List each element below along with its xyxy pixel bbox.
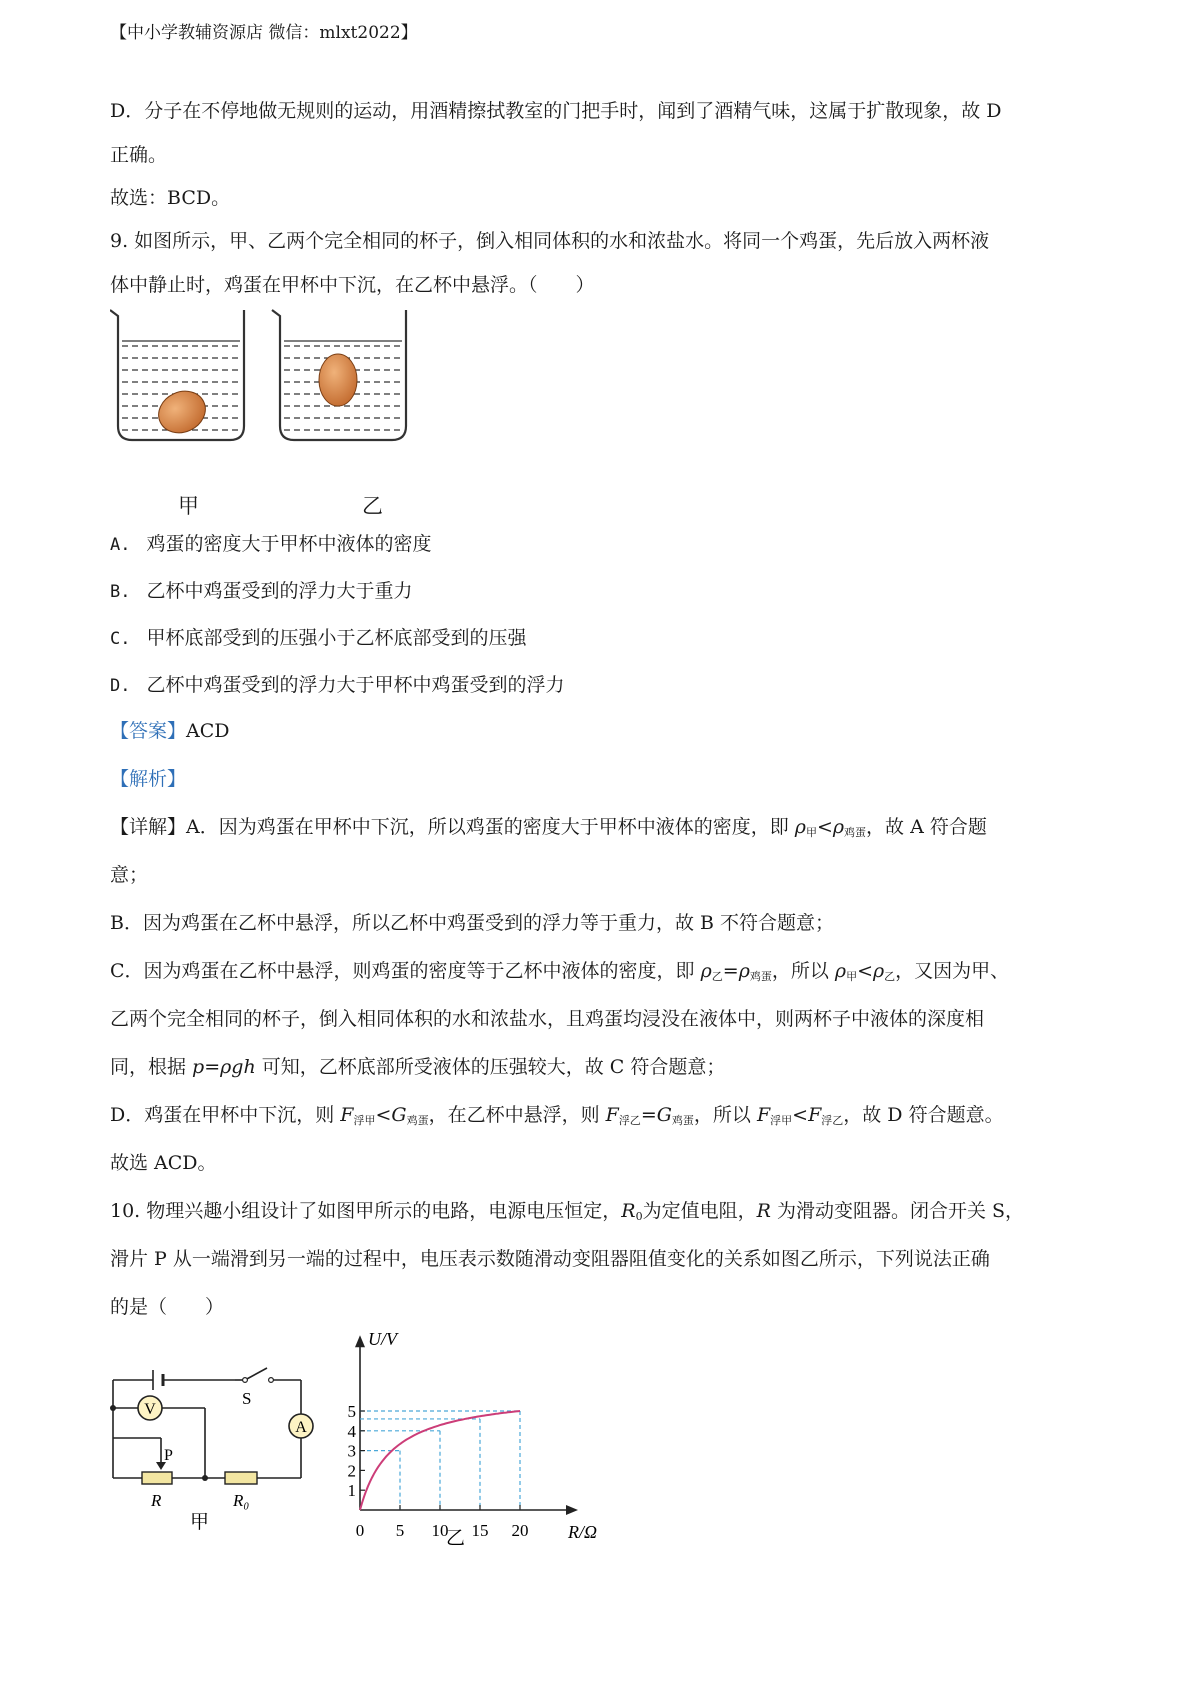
- rheostat-r: [142, 1472, 172, 1484]
- q10-circuit-diagram: [105, 1358, 330, 1533]
- q9-beakers-figure: [110, 308, 450, 498]
- x-tick-label-2: 10: [431, 1521, 449, 1540]
- q9-detail-c: C．因为鸡蛋在乙杯中悬浮，则鸡蛋的密度等于乙杯中液体的密度，即 $\rho_乙=\rho_{鸡蛋}$，所以 $\rho_甲<\rho_乙$，又因为甲、: [110, 960, 1010, 983]
- x-tick-label-0: 0: [355, 1521, 365, 1540]
- y-axis-label: U/V: [368, 1329, 397, 1350]
- fixed-resistor-r0: [225, 1472, 257, 1484]
- q8-option-d-line1: D．分子在不停地做无规则的运动，用酒精擦拭教室的门把手时，闻到了酒精气味，这属于扩散现象，故 D: [110, 100, 1002, 122]
- x-axis-label: R/Ω: [568, 1522, 598, 1542]
- q9-detail-d: D．鸡蛋在甲杯中下沉，则 $F_{浮甲}<G_{鸡蛋}$，在乙杯中悬浮，则 $F_{浮乙}=G_{鸡蛋}$，所以 $F_{浮甲}<F_{浮乙}$，故 D 符合题意。: [110, 1104, 1004, 1127]
- q9-detail-b: B．因为鸡蛋在乙杯中悬浮，所以乙杯中鸡蛋受到的浮力等于重力，故 B 不符合题意；: [110, 912, 835, 934]
- q9-stem-line1: 9. 如图所示，甲、乙两个完全相同的杯子，倒入相同体积的水和浓盐水。将同一个鸡蛋，先后放入两杯液: [110, 230, 990, 252]
- x-axis-arrow: [566, 1505, 578, 1515]
- beaker-yi: [272, 310, 406, 440]
- q10-stem-line3: 的是（ ）: [110, 1296, 225, 1318]
- q9-option-a: A. 鸡蛋的密度大于甲杯中液体的密度: [110, 533, 432, 555]
- x-tick-label-3: 15: [471, 1521, 489, 1540]
- voltmeter-symbol: V: [144, 1401, 156, 1418]
- q9-detail-a: 【详解】A．因为鸡蛋在甲杯中下沉，所以鸡蛋的密度大于甲杯中液体的密度，即 $\rho_甲<\rho_{鸡蛋}$，故 A 符合题: [110, 816, 987, 839]
- q9-detail-c-line2: 乙两个完全相同的杯子，倒入相同体积的水和浓盐水，且鸡蛋均浸没在液体中，则两杯子中液体的深度相: [110, 1008, 985, 1030]
- q9-option-b: B. 乙杯中鸡蛋受到的浮力大于重力: [110, 580, 413, 602]
- x-tick-label-4: 20: [511, 1521, 529, 1540]
- q9-answer: 【答案】ACD: [110, 720, 230, 742]
- q9-detail-a-line2: 意；: [110, 864, 149, 886]
- y-tick-label-2: 3: [347, 1441, 356, 1461]
- x-tick-label-1: 5: [395, 1521, 405, 1540]
- beaker-jia: [110, 310, 244, 440]
- q9-analysis-tag: 【解析】: [110, 768, 187, 790]
- beaker-yi-label: 乙: [362, 494, 383, 518]
- q9-option-d: D. 乙杯中鸡蛋受到的浮力大于甲杯中鸡蛋受到的浮力: [110, 674, 565, 696]
- q9-final-choice: 故选 ACD。: [110, 1152, 217, 1174]
- graph-caption: 乙: [446, 1527, 466, 1548]
- q10-uv-graph: [340, 1322, 620, 1548]
- q9-stem-line2: 体中静止时，鸡蛋在甲杯中下沉，在乙杯中悬浮。（ ）: [110, 274, 595, 296]
- q10-stem-line1: 10. 物理兴趣小组设计了如图甲所示的电路，电源电压恒定，$R_0$为定值电阻，R 为滑动变阻器。闭合开关 S，: [110, 1200, 1025, 1223]
- q8-choice: 故选：BCD。: [110, 187, 231, 209]
- q10-stem-line2: 滑片 P 从一端滑到另一端的过程中，电压表示数随滑动变阻器阻值变化的关系如图乙所示，下列说法正确: [110, 1248, 990, 1270]
- y-tick-label-0: 1: [347, 1481, 356, 1501]
- q8-option-d-line2: 正确。: [110, 144, 168, 166]
- rheostat-label: R: [151, 1491, 162, 1510]
- fixed-resistor-label: R₀: [233, 1491, 250, 1510]
- q9-detail-c-line3: 同，根据 p=ρgh 可知，乙杯底部所受液体的压强较大，故 C 符合题意；: [110, 1056, 726, 1078]
- y-axis-arrow: [355, 1335, 365, 1347]
- switch-label: S: [242, 1389, 252, 1408]
- beaker-jia-label: 甲: [178, 494, 199, 518]
- circuit-caption: 甲: [190, 1511, 210, 1533]
- switch-blade: [245, 1368, 267, 1380]
- q9-option-c: C. 甲杯底部受到的压强小于乙杯底部受到的压强: [110, 627, 527, 649]
- slider-label: P: [164, 1447, 173, 1464]
- y-tick-label-3: 4: [347, 1421, 356, 1441]
- y-tick-label-4: 5: [347, 1402, 356, 1421]
- ammeter-symbol: A: [295, 1419, 307, 1436]
- y-tick-label-1: 2: [347, 1461, 356, 1481]
- egg-sunk: [152, 384, 212, 441]
- header-watermark: 【中小学教辅资源店 微信：mlxt2022】: [110, 23, 418, 43]
- egg-suspended: [319, 354, 357, 406]
- pressure-formula: p=ρgh: [192, 1056, 256, 1078]
